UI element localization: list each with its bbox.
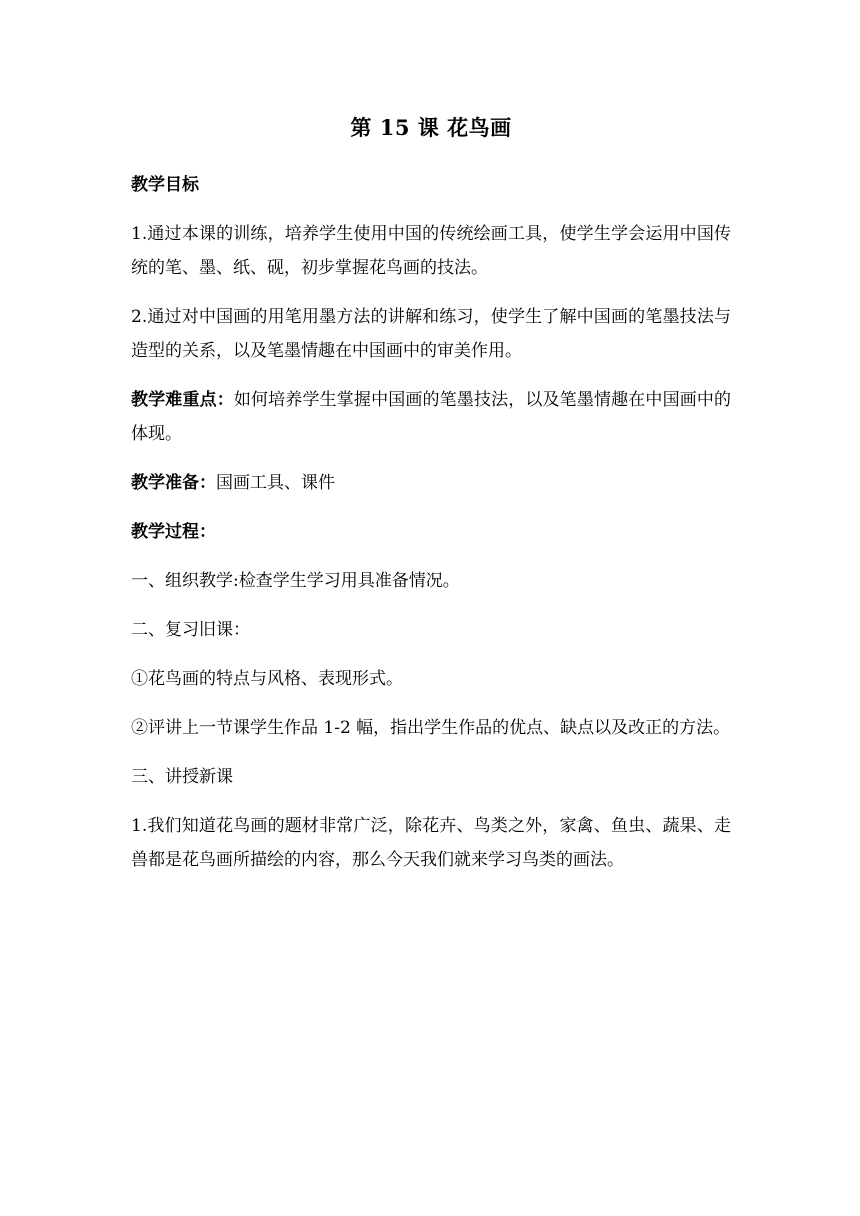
objective-item-2: 2.通过对中国画的用笔用墨方法的讲解和练习，使学生了解中国画的笔墨技法与造型的关系，以及笔墨情趣在中国画中的审美作用。 [131,307,731,361]
objectives-heading: 教学目标 [131,175,199,195]
process-step-3: 三、讲授新课 [131,767,233,787]
key-points-label: 教学难重点： [131,390,234,410]
lesson-title: 第 15 课 花鸟画 [350,115,512,140]
preparation-text: 国画工具、课件 [216,473,335,493]
process-heading: 教学过程： [131,522,216,542]
key-points-paragraph [131,383,731,451]
objective-item-1: 1.通过本课的训练，培养学生使用中国的传统绘画工具，使学生学会运用中国传统的笔、墨、纸、砚，初步掌握花鸟画的技法。 [131,224,731,278]
process-step-2: 二、复习旧课： [131,620,250,640]
document-content [131,112,731,892]
new-lesson-item-1: 1.我们知道花鸟画的题材非常广泛，除花卉、鸟类之外，家禽、鱼虫、蔬果、走兽都是花鸟画所描绘的内容，那么今天我们就来学习鸟类的画法。 [131,816,731,870]
review-item-1: ①花鸟画的特点与风格、表现形式。 [131,669,403,689]
key-points-text: 如何培养学生掌握中国画的笔墨技法，以及笔墨情趣在中国画中的体现。 [131,390,732,444]
review-item-2: ②评讲上一节课学生作品 1-2 幅，指出学生作品的优点、缺点以及改正的方法。 [131,718,731,738]
preparation-paragraph [131,466,731,500]
preparation-label: 教学准备： [131,473,216,493]
process-step-1: 一、组织教学:检查学生学习用具准备情况。 [131,571,460,591]
